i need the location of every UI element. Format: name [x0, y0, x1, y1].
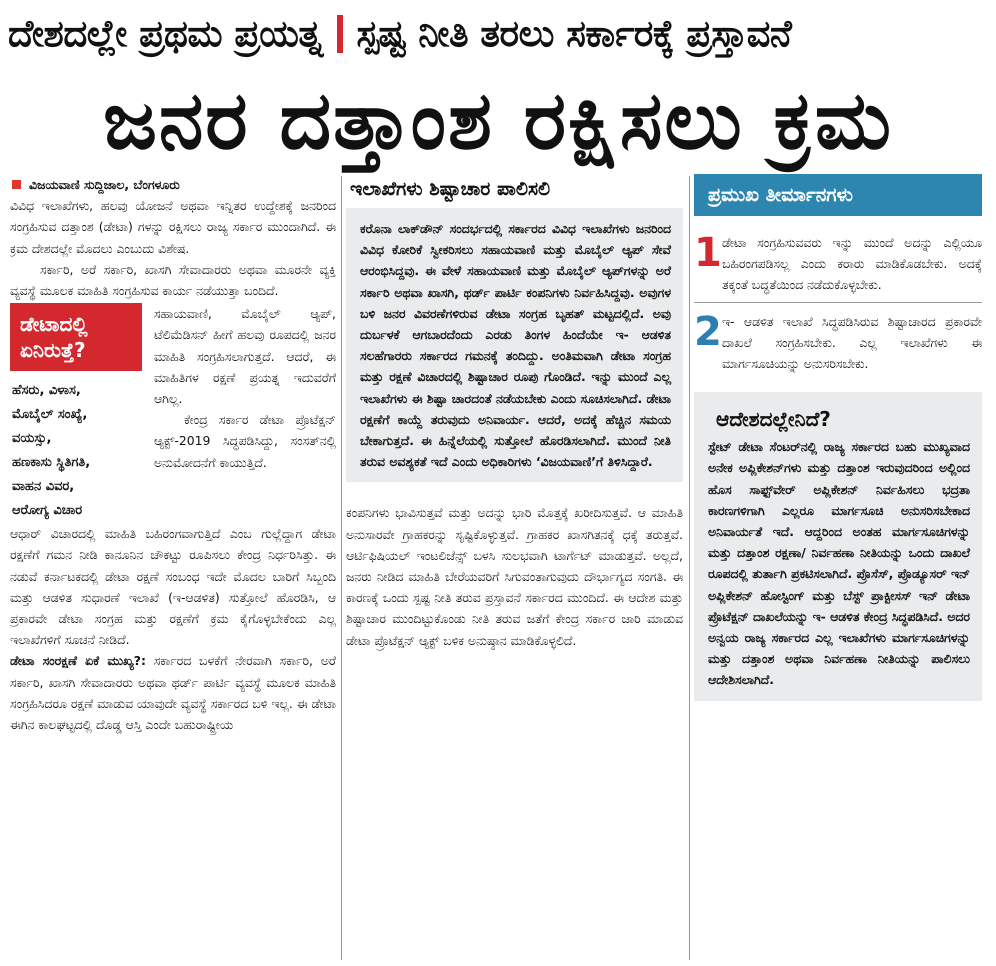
headline: ಜನರ ದತ್ತಾಂಶ ರಕ್ಷಿಸಲು ಕ್ರಮ	[103, 74, 893, 167]
point-text: ಡೇಟಾ ಸಂಗ್ರಹಿಸುವವರು ಇನ್ನು ಮುಂದೆ ಅದನ್ನು ಎಲ್ಲಿಯೂ ಬಹಿರಂಗಪಡಿಸಲ್ಲ ಎಂದು ಕರಾರು ಮಾಡಿಕೊಡಬೇಕು. ಅದಕ್ಕೆ ತಕ್ಕಂತೆ ಬದ್ಧತೆಯಿಂದ ನಡೆದುಕೊಳ್ಳಬೇಕು.	[722, 235, 982, 293]
infobox-item: ಹಣಕಾಸು ಸ್ಥಿತಿಗತಿ,	[12, 455, 91, 471]
highlight-point	[694, 303, 982, 381]
infobox-list	[10, 371, 142, 523]
highlights-title: ಪ್ರಮುಖ ತೀರ್ಮಾನಗಳು	[694, 174, 982, 216]
infobox-side-text	[142, 303, 336, 523]
paragraph: ಸಹಾಯವಾಣಿ, ಮೊಬೈಲ್ ಆ್ಯಪ್, ಟೆಲಿಮೆಡಿಸನ್ ಹೀಗೆ ಹಲವು ರೂಪದಲ್ಲಿ ಜನರ ಮಾಹಿತಿ ಸಂಗ್ರಹಿಸಲಾಗುತ್ತದೆ. ಆದರೆ, ಈ ಮಾಹಿತಿಗಳ ರಕ್ಷಣೆ ಪ್ರಯತ್ನ ಇದುವರೆಗೆ ಆಗಿಲ್ಲ.	[154, 306, 336, 407]
infobox-item: ಆರೋಗ್ಯ ವಿಚಾರ	[12, 503, 83, 519]
infobox-item: ವಯಸ್ಸು,	[12, 431, 52, 447]
order-box-text: ಸ್ಟೇಟ್ ಡೇಟಾ ಸೆಂಟರ್‌ನಲ್ಲಿ ರಾಜ್ಯ ಸರ್ಕಾರದ ಬಹು ಮುಖ್ಯವಾದ ಅನೇಕ ಅಪ್ಲಿಕೇಶನ್‌ಗಳು ಮತ್ತು ದತ್ತಾಂಶ ಇರುವುದರಿಂದ ಅಲ್ಲಿಂದ ಹೊಸ ಸಾಫ್ಟ್‌ವೇರ್ ಅಪ್ಲಿಕೇಶನ್ ನಿರ್ವಹಿಸಲು ಭದ್ರತಾ ಕಾರಣಗಳಿಗಾಗಿ ಎಲ್ಲರೂ ಮಾರ್ಗಸೂಚಿ ಅನುಸರಿಸಬೇಕಾದ ಅನಿವಾರ್ಯತೆ ಇದೆ. ಆದ್ದರಿಂದ ಅಂತಹ ಮಾರ್ಗಸೂಚಿಗಳನ್ನು ಮತ್ತು ದತ್ತಾಂಶ ರಕ್ಷಣಾ/ ನಿರ್ವಹಣಾ ನೀತಿಯನ್ನು ಒಂದು ದಾಖಲೆ ರೂಪದಲ್ಲಿ ತುರ್ತಾಗಿ ಪ್ರಕಟಿಸಲಾಗಿದೆ. ಪ್ರೊಸೆಸ್, ಪ್ರೊಡ್ಯೂಸರ್ ಇನ್ ಅಪ್ಲಿಕೇಶನ್ ಹೋಸ್ಟಿಂಗ್ ಮತ್ತು ಬೆಸ್ಟ್ ಪ್ರಾಕ್ಟೀಸಸ್ ಇನ್ ಡೇಟಾ ಪ್ರೊಟೆಕ್ಷನ್ ದಾಖಲೆಯನ್ನು ಇ- ಆಡಳಿತ ಕೇಂದ್ರ ಸಿದ್ಧಪಡಿಸಿದೆ. ಅದರ ಅನ್ವಯ ರಾಜ್ಯ ಸರ್ಕಾರದ ಎಲ್ಲ ಇಲಾಖೆಗಳು ಮಾರ್ಗಸೂಚಿಗಳನ್ನು ಮತ್ತು ದತ್ತಾಂಶ ಅಥವಾ ನಿರ್ವಹಣಾ ನೀತಿಯನ್ನು ಪಾಲಿಸಲು ಆದೇಶಿಸಲಾಗಿದೆ.	[708, 439, 970, 688]
dateline-text: ವಿಜಯವಾಣಿ ಸುದ್ದಿಜಾಲ, ಬೆಂಗಳೂರು	[29, 177, 180, 192]
infobox-item: ಮೊಬೈಲ್ ಸಂಖ್ಯೆ,	[12, 407, 88, 423]
point-number: 1	[694, 230, 722, 276]
column-divider	[341, 176, 342, 960]
paragraph-lead: ಡೇಟಾ ಸಂರಕ್ಷಣೆ ಏಕೆ ಮುಖ್ಯ?:	[10, 653, 146, 669]
highlight-point	[694, 224, 982, 302]
infobox-row	[10, 303, 336, 523]
paragraph: ಕಂಪನಿಗಳು ಭಾವಿಸುತ್ತವೆ ಮತ್ತು ಅದನ್ನು ಭಾರಿ ಮೊತ್ತಕ್ಕೆ ಖರೀದಿಸುತ್ತವೆ. ಆ ಮಾಹಿತಿ ಅನುಸಾರವೇ ಗ್ರಾಹಕರನ್ನು ಸೃಷ್ಟಿಕೊಳ್ಳುತ್ತವೆ. ಗ್ರಾಹಕರ ಖಾಸಗಿತನಕ್ಕೆ ಧಕ್ಕೆ ತರುತ್ತವೆ. ಆರ್ಟಿಫಿಷಿಯಲ್ ಇಂಟಲಿಜೆನ್ಸ್ ಬಳಸಿ ಸುಲಭವಾಗಿ ಟಾರ್ಗೆಟ್ ಮಾಡುತ್ತವೆ. ಅಲ್ಲದೆ, ಜನರು ನೀಡಿದ ಮಾಹಿತಿ ಬೇರೆಯವರಿಗೆ ಸಿಗುವಂತಾಗುವುದು ದೌರ್ಭಾಗ್ಯದ ಸಂಗತಿ. ಈ ಕಾರಣಕ್ಕೆ ಒಂದು ಸ್ಪಷ್ಟ ನೀತಿ ತರುವ ಪ್ರಸ್ತಾವನೆ ಸರ್ಕಾರದ ಮುಂದಿದೆ. ಈ ಆದೇಶ ಮತ್ತು ಶಿಷ್ಟಾಚಾರ ಮುಂದಿಟ್ಟುಕೊಂಡು ನೀತಿ ತರುವ ಜತೆಗೆ ಕೇಂದ್ರ ಸರ್ಕಾರ ಜಾರಿ ಮಾಡುವ ಡೇಟಾ ಪ್ರೊಟೆಕ್ಷನ್ ಆ್ಯಕ್ಟ್ ಬಳಿಕ ಅನುಷ್ಠಾನ ಮಾಡಿಕೊಳ್ಳಲಿದೆ.	[346, 505, 683, 648]
protocol-box	[346, 208, 683, 482]
infobox	[10, 303, 142, 523]
protocol-box-text: ಕರೊನಾ ಲಾಕ್‌ಡೌನ್ ಸಂದರ್ಭದಲ್ಲಿ ಸರ್ಕಾರದ ವಿವಿಧ ಇಲಾಖೆಗಳು ಜನರಿಂದ ವಿವಿಧ ಕೋರಿಕೆ ಸ್ವೀಕರಿಸಲು ಸಹಾಯವಾಣಿ ಮತ್ತು ಮೊಬೈಲ್ ಆ್ಯಪ್ ಸೇವೆ ಆರಂಭಿಸಿದ್ದವು. ಈ ವೇಳೆ ಸಹಾಯವಾಣಿ ಮತ್ತು ಮೊಬೈಲ್ ಆ್ಯಪ್‌ಗಳನ್ನು ಅರೆ ಸರ್ಕಾರಿ ಅಥವಾ ಖಾಸಗಿ, ಥರ್ಡ್ ಪಾರ್ಟಿ ಕಂಪನಿಗಳು ನಿರ್ವಹಿಸಿದ್ದವು. ಅವುಗಳ ಬಳಿ ಜನರ ವಿವರಣೆಗಳಿರುವ ಡೇಟಾ ಸಂಗ್ರಹ ಬೃಹತ್ ಮಟ್ಟದಲ್ಲಿದೆ. ಅವು ದುರ್ಬಳಕೆ ಆಗಬಾರದೆಂದು ಎರಡು ತಿಂಗಳ ಹಿಂದೆಯೇ ಇ- ಆಡಳಿತ ಸಲಹೆಗಾರರು ಸರ್ಕಾರದ ಗಮನಕ್ಕೆ ತಂದಿದ್ದು. ಅಂತಿಮವಾಗಿ ಡೇಟಾ ಸಂಗ್ರಹ ಮತ್ತು ರಕ್ಷಣೆ ವಿಚಾರದಲ್ಲಿ ಶಿಷ್ಟಾಚಾರ ರೂಪು ಗೊಂಡಿದೆ. ಇನ್ನು ಮುಂದೆ ಎಲ್ಲ ಇಲಾಖೆಗಳು ಈ ಶಿಷ್ಟಾ ಚಾರದಂತೆ ನಡೆಯಬೇಕು ಎಂದು ಸೂಚಿಸಲಾಗಿದೆ. ಡೇಟಾ ರಕ್ಷಣೆಗೆ ಕಾಯ್ದೆ ತರುವುದು ಅನಿವಾರ್ಯ. ಆದರೆ, ಅದಕ್ಕೆ ಹೆಚ್ಚಿನ ಸಮಯ ಬೇಕಾಗುತ್ತದೆ. ಈ ಹಿನ್ನೆಲೆಯಲ್ಲಿ ಸುತ್ತೋಲೆ ಹೊರಡಿಸಲಾಗಿದೆ. ಮುಂದೆ ನೀತಿ ತರುವ ಅವಶ್ಯಕತೆ ಇದೆ ಎಂದು ಅಧಿಕಾರಿಗಳು ‘ವಿಜಯವಾಣಿ’ಗೆ ತಿಳಿಸಿದ್ದಾರೆ.	[360, 221, 671, 470]
dateline	[10, 174, 336, 195]
order-box	[694, 392, 982, 700]
paragraph: ವಿವಿಧ ಇಲಾಖೆಗಳು, ಹಲವು ಯೋಜನೆ ಅಥವಾ ಇನ್ನಿತರ ಉದ್ದೇಶಕ್ಕೆ ಜನರಿಂದ ಸಂಗ್ರಹಿಸುವ ದತ್ತಾಂಶ (ಡೇಟಾ) ಗಳನ್ನು ರಕ್ಷಿಸಲು ರಾಜ್ಯ ಸರ್ಕಾರ ಮುಂದಾಗಿದೆ. ಈ ಕ್ರಮ ದೇಶದಲ್ಲೇ ಮೊದಲು ಎಂಬುದು ವಿಶೇಷ.	[10, 198, 336, 256]
strapline-separator	[337, 15, 343, 53]
paragraph-body: ಸರ್ಕಾರದ ಬಳಕೆಗೆ ನೇರವಾಗಿ ಸರ್ಕಾರಿ, ಅರೆ ಸರ್ಕಾರಿ, ಖಾಸಗಿ ಸೇವಾದಾರರು ಅಥವಾ ಥರ್ಡ್ ಪಾರ್ಟಿ ವ್ಯವಸ್ಥೆ ಮೂಲಕ ಮಾಹಿತಿ ಸಂಗ್ರಹಿಸಿದರೂ ರಕ್ಷಣೆ ಮಾಡುವ ಯಾವುದೇ ವ್ಯವಸ್ಥೆ ಸರ್ಕಾರದ ಬಳಿ ಇಲ್ಲ. ಈ ಡೇಟಾ ಈಗಿನ ಕಾಲಘಟ್ಟದಲ್ಲಿ ದೊಡ್ಡ ಆಸ್ತಿ ಎಂದೇ ಬಹುರಾಷ್ಟ್ರೀಯ	[10, 653, 336, 733]
dateline-square-icon	[12, 180, 21, 189]
paragraph: ಕೇಂದ್ರ ಸರ್ಕಾರ ಡೇಟಾ ಪ್ರೊಟೆಕ್ಷನ್ ಆ್ಯಕ್ಟ್-2019 ಸಿದ್ಧಪಡಿಸಿದ್ದು, ಸಂಸತ್‌ನಲ್ಲಿ ಅನುಮೋದನೆಗೆ ಕಾಯುತ್ತಿದೆ.	[154, 412, 336, 470]
paragraph: ಸರ್ಕಾರಿ, ಅರೆ ಸರ್ಕಾರಿ, ಖಾಸಗಿ ಸೇವಾದಾರರು ಅಥವಾ ಮೂರನೇ ವ್ಯಕ್ತಿ ವ್ಯವಸ್ಥೆ ಮೂಲಕ ಮಾಹಿತಿ ಸಂಗ್ರಹಿಸುವ ಕಾರ್ಯ ನಡೆಯುತ್ತಾ ಬಂದಿದೆ.	[10, 261, 336, 299]
point-number: 2	[694, 308, 722, 355]
order-box-title: ಆದೇಶದಲ್ಲೇನಿದೆ?	[716, 407, 831, 432]
column-divider	[689, 176, 690, 960]
article-column-1	[10, 174, 336, 964]
strapline-right: ಸ್ಪಷ್ಟ ನೀತಿ ತರಲು ಸರ್ಕಾರಕ್ಕೆ ಪ್ರಸ್ತಾವನೆ	[356, 12, 792, 55]
infobox-title: ಡೇಟಾದಲ್ಲಿ ಏನಿರುತ್ತೆ?	[10, 303, 142, 371]
strapline	[8, 4, 988, 64]
paragraph: ಆಧಾರ್ ವಿಚಾರದಲ್ಲಿ ಮಾಹಿತಿ ಬಹಿರಂಗವಾಗುತ್ತಿದೆ ಎಂಬ ಗುಲ್ಲೆದ್ದಾಗ ಡೇಟಾ ರಕ್ಷಣೆಗೆ ಗಮನ ನೀಡಿ ಕಾನೂನಿನ ಚೌಕಟ್ಟು ರೂಪಿಸಲು ಕೇಂದ್ರ ನಿರ್ಧರಿಸಿತ್ತು. ಈ ನಡುವೆ ಕರ್ನಾಟಕದಲ್ಲಿ ಡೇಟಾ ರಕ್ಷಣೆ ಸಂಬಂಧ ಇದೇ ಮೊದಲ ಬಾರಿಗೆ ಸಿಬ್ಬಂದಿ ಮತ್ತು ಆಡಳಿತ ಸುಧಾರಣೆ ಇಲಾಖೆ (ಇ-ಆಡಳಿತ) ಸುತ್ತೋಲೆ ಹೊರಡಿಸಿ, ಆ ಪ್ರಕಾರವೇ ಡೇಟಾ ಸಂಗ್ರಹ ಮತ್ತು ರಕ್ಷಣೆಗೆ ಕ್ರಮ ಕೈಗೊಳ್ಳಬೇಕೆಂದು ಎಲ್ಲ ಇಲಾಖೆಗಳಿಗೆ ಸೂಚನೆ ನೀಡಿದೆ.	[10, 526, 336, 648]
infobox-item: ಹೆಸರು, ವಿಳಾಸ,	[12, 383, 81, 399]
paragraph	[10, 650, 336, 735]
sub-heading: ಇಲಾಖೆಗಳು ಶಿಷ್ಟಾಚಾರ ಪಾಲಿಸಲಿ	[350, 178, 551, 200]
article-column-2	[346, 174, 683, 964]
article-column-3	[694, 174, 982, 964]
strapline-left: ದೇಶದಲ್ಲೇ ಪ್ರಥಮ ಪ್ರಯತ್ನ	[8, 12, 323, 55]
point-text: ಇ- ಆಡಳಿತ ಇಲಾಖೆ ಸಿದ್ಧಪಡಿಸಿರುವ ಶಿಷ್ಟಾಚಾರದ ಪ್ರಕಾರವೇ ದಾಖಲೆ ಸಂಗ್ರಹಿಸಬೇಕು. ಎಲ್ಲ ಇಲಾಖೆಗಳು ಈ ಮಾರ್ಗಸೂಚಿಯನ್ನು ಅನುಸರಿಸಬೇಕು.	[722, 313, 982, 372]
infobox-item: ವಾಹನ ವಿವರ,	[12, 479, 75, 495]
